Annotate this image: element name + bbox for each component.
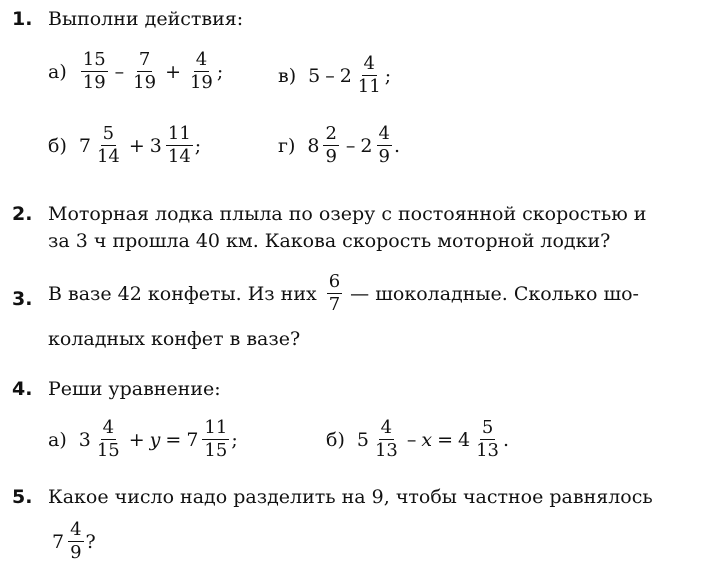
equals-sign: = (165, 428, 182, 451)
task-3-text-a: В вазе 42 конфеты. Из них (48, 282, 317, 305)
task-4-b-label: б) (326, 428, 345, 451)
task-3-number: 3. (12, 288, 33, 310)
fraction: $\frac{5}{14}$ (96, 123, 120, 167)
whole-number: 8 (307, 134, 320, 157)
fraction: $\frac{4}{19}$ (189, 49, 213, 93)
whole-number: 3 (149, 134, 162, 157)
operator: – (114, 60, 125, 83)
task-1-b-label: б) (48, 134, 67, 157)
variable: x (421, 428, 433, 451)
task-1-part-g (278, 124, 400, 167)
fraction: $\frac{5}{13}$ (476, 417, 499, 461)
variable: y (149, 428, 161, 451)
task-4-a-label: а) (48, 428, 67, 451)
task-1-a-label: а) (48, 60, 67, 83)
task-2-line-2: за 3 ч прошла 40 км. Какова скорость моторной лодки? (48, 230, 611, 252)
fraction: $\frac{4}{13}$ (374, 417, 398, 461)
operator: + (128, 428, 145, 451)
task-2-number: 2. (12, 203, 33, 225)
fraction: $\frac{15}{19}$ (82, 49, 106, 93)
whole-number: 5 (356, 428, 369, 451)
punctuation: ? (85, 530, 96, 553)
task-3-text-b: — шоколадные. Сколько шо- (350, 282, 639, 305)
task-5-line-2 (52, 520, 96, 563)
task-3-line-1 (48, 272, 639, 315)
punctuation: ; (384, 64, 392, 87)
operator: – (406, 428, 417, 451)
task-2-line-1: Моторная лодка плыла по озеру с постоянной скоростью и (48, 203, 647, 225)
fraction: $\frac{4}{9}$ (70, 519, 82, 563)
whole-number: 7 (52, 530, 65, 553)
operator: – (325, 64, 335, 87)
fraction: $\frac{6}{7}$ (328, 271, 341, 315)
task-1-part-v (278, 54, 391, 97)
task-3-line-2: коладных конфет в вазе? (48, 328, 301, 350)
task-4-part-b (326, 418, 509, 461)
task-5-number: 5. (12, 486, 33, 508)
punctuation: ; (231, 428, 238, 451)
task-4-part-a (48, 418, 238, 461)
fraction: $\frac{11}{14}$ (167, 123, 191, 167)
punctuation: . (503, 428, 510, 451)
task-1-text: Выполни действия: (48, 8, 244, 30)
fraction: $\frac{2}{9}$ (325, 123, 337, 167)
operator: + (165, 60, 181, 83)
fraction: $\frac{4}{9}$ (378, 123, 390, 167)
whole-number: 7 (78, 134, 91, 157)
whole-number: 3 (78, 428, 91, 451)
punctuation: ; (194, 134, 202, 157)
whole-number: 7 (186, 428, 199, 451)
equals-sign: = (437, 428, 453, 451)
whole-number: 2 (339, 64, 352, 87)
punctuation: . (393, 134, 401, 157)
fraction: $\frac{7}{19}$ (133, 49, 157, 93)
whole-number: 5 (308, 64, 321, 87)
fraction: $\frac{4}{15}$ (96, 417, 120, 461)
task-1-number: 1. (12, 8, 33, 30)
operator: – (345, 134, 356, 157)
task-4-text: Реши уравнение: (48, 378, 221, 400)
punctuation: ; (216, 60, 224, 83)
whole-number: 4 (458, 428, 471, 451)
fraction: $\frac{4}{11}$ (357, 53, 381, 97)
operator: + (128, 134, 145, 157)
task-1-v-label: в) (278, 64, 297, 87)
whole-number: 2 (360, 134, 373, 157)
task-1-g-label: г) (278, 134, 296, 157)
task-1-part-b (48, 124, 201, 167)
task-5-line-1: Какое число надо разделить на 9, чтобы частное равнялось (48, 486, 653, 508)
task-1-part-a (48, 50, 223, 93)
fraction: $\frac{11}{15}$ (204, 417, 228, 461)
task-4-number: 4. (12, 378, 33, 400)
